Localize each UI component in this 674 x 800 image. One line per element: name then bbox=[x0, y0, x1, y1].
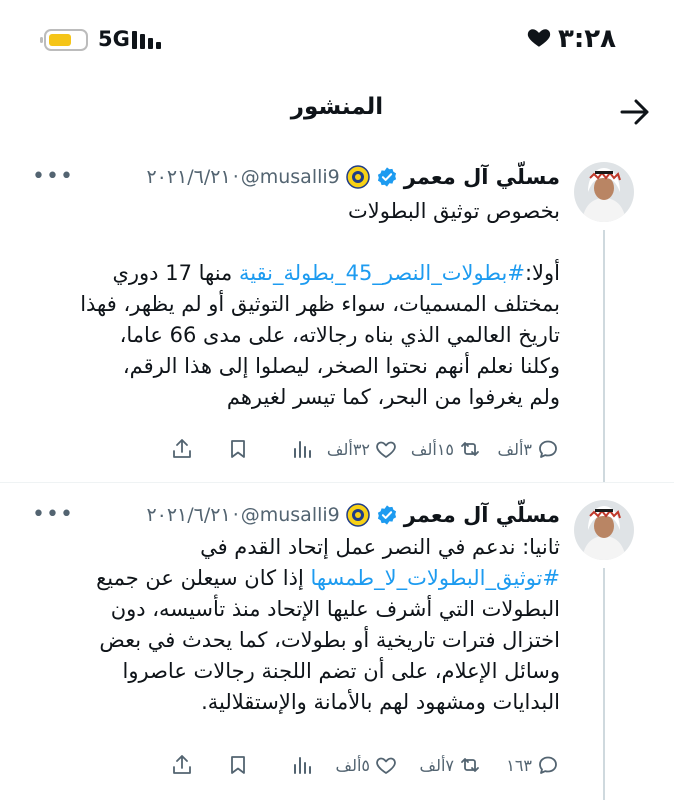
like-count: ٥ألف bbox=[335, 755, 370, 775]
tweet-line: البدايات ومشهود لهم بالأمانة والإستقلالية. bbox=[201, 690, 560, 714]
meta-separator: · bbox=[232, 504, 239, 526]
reply-count: ١٦٣ bbox=[506, 755, 532, 775]
like-button[interactable] bbox=[314, 437, 398, 461]
tweet-date[interactable]: ٢٠٢١/٦/٢١ bbox=[146, 504, 231, 526]
hashtag-link[interactable]: #بطولات_النصر_45_بطولة_نقية bbox=[238, 261, 525, 285]
hashtag-link[interactable]: #توثيق_البطولات_لا_طمسها bbox=[310, 566, 560, 590]
reply-icon bbox=[536, 753, 560, 777]
heart-icon bbox=[526, 24, 552, 50]
user-handle[interactable]: @musalli9 bbox=[240, 166, 340, 188]
tweet-text bbox=[20, 196, 560, 413]
tweet[interactable] bbox=[0, 152, 674, 482]
tweet-meta bbox=[20, 160, 560, 194]
tweet-line: اختزال فترات تاريخية أو بطولات، كما يحدث في بعض bbox=[99, 628, 560, 652]
status-time: ٣:٢٨ bbox=[557, 24, 616, 54]
tweet-line bbox=[20, 258, 560, 289]
tweet-line: تاريخ العالمي الذي بناه رجالاته، على مدى 66 عاما، bbox=[119, 323, 560, 347]
views-button[interactable] bbox=[250, 753, 314, 777]
share-icon bbox=[170, 437, 194, 461]
like-count: ٣٢ألف bbox=[326, 439, 370, 459]
retweet-count: ٧ألف bbox=[419, 755, 454, 775]
like-button[interactable] bbox=[314, 753, 398, 777]
battery-icon bbox=[44, 29, 88, 51]
display-name[interactable]: مسلّي آل معمر bbox=[403, 503, 560, 527]
bookmark-icon bbox=[226, 753, 250, 777]
text-segment: أولا: bbox=[524, 261, 560, 285]
retweet-button[interactable] bbox=[398, 753, 482, 777]
display-name[interactable]: مسلّي آل معمر bbox=[403, 165, 560, 189]
tweet-intro: بخصوص توثيق البطولات bbox=[348, 199, 560, 223]
tweet-line: ولم يغرفوا من البحر، كما تيسر لغيرهم bbox=[226, 385, 560, 409]
tweet-line: البطولات التي أشرف عليها الإتحاد منذ تأسيسه، دون bbox=[110, 597, 560, 621]
post-header bbox=[0, 80, 674, 140]
share-icon bbox=[170, 753, 194, 777]
avatar-image bbox=[574, 500, 634, 560]
tweet-body bbox=[20, 160, 560, 413]
tweet-divider bbox=[0, 482, 674, 483]
more-options-icon[interactable]: ••• bbox=[32, 164, 74, 189]
views-chart-icon bbox=[290, 437, 314, 461]
retweet-button[interactable] bbox=[398, 437, 482, 461]
verified-badge-icon bbox=[376, 504, 398, 526]
share-button[interactable] bbox=[154, 437, 194, 461]
verified-badge-icon bbox=[376, 166, 398, 188]
thread-line bbox=[603, 230, 605, 482]
meta-separator: · bbox=[232, 166, 239, 188]
thread-line bbox=[603, 568, 605, 800]
tweet-meta bbox=[20, 498, 560, 532]
tweet-actions bbox=[30, 434, 560, 464]
reply-button[interactable] bbox=[482, 437, 560, 461]
avatar[interactable] bbox=[574, 500, 634, 560]
status-bar bbox=[0, 0, 674, 80]
views-chart-icon bbox=[290, 753, 314, 777]
user-handle[interactable]: @musalli9 bbox=[240, 504, 340, 526]
heart-outline-icon bbox=[374, 437, 398, 461]
tweet-body bbox=[20, 498, 560, 718]
avatar-image bbox=[574, 162, 634, 222]
tweet-line bbox=[20, 563, 560, 594]
reply-count: ٣ألف bbox=[497, 439, 532, 459]
club-badge-icon bbox=[346, 503, 370, 527]
reply-button[interactable] bbox=[482, 753, 560, 777]
tweet-line: وكلنا نعلم أنهم نحتوا الصخر، ليصلوا إلى هذا الرقم، bbox=[122, 354, 560, 378]
retweet-count: ١٥ألف bbox=[410, 439, 454, 459]
tweet-line: وسائل الإعلام، على أن تضم اللجنة رجالات عاصروا bbox=[122, 659, 560, 683]
bookmark-button[interactable] bbox=[194, 437, 250, 461]
text-segment: منها 17 دوري bbox=[112, 261, 239, 285]
bookmark-icon bbox=[226, 437, 250, 461]
text-segment: إذا كان سيعلن عن جميع bbox=[96, 566, 311, 590]
tweet-text bbox=[20, 532, 560, 718]
more-options-icon[interactable]: ••• bbox=[32, 502, 74, 527]
club-badge-icon bbox=[346, 165, 370, 189]
signal-bars-icon bbox=[132, 29, 166, 49]
tweet-line: بمختلف المسميات، سواء ظهر التوثيق أو لم يظهر، فهذا bbox=[80, 292, 560, 316]
tweet[interactable] bbox=[0, 490, 674, 800]
share-button[interactable] bbox=[154, 753, 194, 777]
heart-outline-icon bbox=[374, 753, 398, 777]
avatar[interactable] bbox=[574, 162, 634, 222]
tweet-actions bbox=[30, 750, 560, 780]
page-title: المنشور bbox=[290, 94, 384, 120]
retweet-icon bbox=[458, 753, 482, 777]
network-type: 5G bbox=[98, 27, 130, 51]
views-button[interactable] bbox=[250, 437, 314, 461]
retweet-icon bbox=[458, 437, 482, 461]
tweet-line: ثانيا: ندعم في النصر عمل إتحاد القدم في bbox=[200, 535, 560, 559]
bookmark-button[interactable] bbox=[194, 753, 250, 777]
tweet-date[interactable]: ٢٠٢١/٦/٢١ bbox=[146, 166, 231, 188]
reply-icon bbox=[536, 437, 560, 461]
